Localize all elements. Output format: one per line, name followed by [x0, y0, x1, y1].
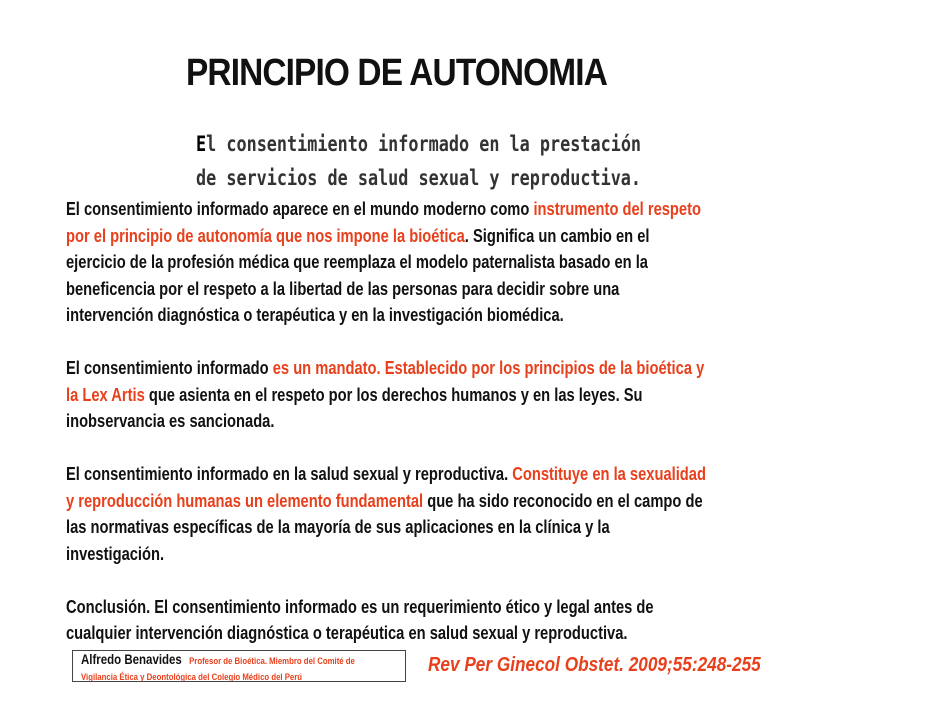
p2-highlight: es un mandato. Establecido por los principios de la bioética y: [272, 357, 705, 378]
subtitle-line-1: [196, 127, 641, 161]
author-line-1: [81, 651, 355, 670]
p3-line-3: las normativas específicas de la mayoría de sus aplicaciones en la clínica y la: [66, 516, 610, 537]
p1-line-3: ejercicio de la profesión médica que reemplaza el modelo paternalista basado en la: [66, 251, 648, 272]
citation: Rev Per Ginecol Obstet. 2009;55:248-255: [428, 654, 761, 676]
subtitle-initial: E: [196, 132, 207, 156]
author-desc-1: Profesor de Bioética. Miembro del Comité de: [189, 656, 355, 667]
page-title: PRINCIPIO DE AUTONOMIA: [186, 52, 607, 94]
p4-line-1: Conclusión. El consentimiento informado es un requerimiento ético y legal antes de: [66, 595, 654, 617]
author-box: [72, 650, 406, 682]
paragraph-2: [66, 355, 869, 435]
p4-line-2: cualquier intervención diagnóstica o terapéutica en salud sexual y reproductiva.: [66, 622, 628, 643]
p1-line-5: intervención diagnóstica o terapéutica y en la investigación biomédica.: [66, 304, 564, 325]
p1-line-1: [66, 196, 869, 223]
p2-line-1: [66, 355, 869, 382]
paragraph-3: [66, 461, 869, 567]
author-name: Alfredo Benavides: [81, 651, 182, 667]
p3-text: El consentimiento informado en la salud sexual y reproductiva.: [66, 463, 513, 484]
p1-text-cont: . Significa un cambio en el: [464, 224, 650, 246]
p2-line-3: inobservancia es sancionada.: [66, 410, 275, 431]
p2-text: El consentimiento informado: [66, 357, 273, 378]
p3-line-1: [66, 461, 869, 488]
subtitle-line-1-rest: l consentimiento informado en la prestación: [206, 132, 642, 156]
p1-highlight: instrumento del respeto: [533, 198, 701, 219]
p1-line-2: [66, 223, 869, 250]
body-text: [66, 196, 869, 673]
p1-highlight-cont: por el principio de autonomía que nos impone la bioética: [66, 224, 465, 246]
p1-line-4: beneficencia por el respeto a la libertad de las personas para decidir sobre una: [66, 277, 620, 299]
p3-highlight: Constituye en la sexualidad: [512, 463, 706, 484]
subtitle: [196, 127, 641, 195]
author-info: [81, 651, 355, 682]
author-desc-2: Vigilancia Ética y Deontológica del Colegio Médico del Perú: [81, 672, 303, 682]
p2-text-cont: que asienta en el respeto por los derechos humanos y en las leyes. Su: [144, 383, 643, 405]
p2-line-2: [66, 382, 869, 409]
p1-text: El consentimiento informado aparece en el mundo moderno como: [66, 198, 534, 219]
paragraph-1: [66, 196, 869, 329]
paragraph-4: [66, 594, 869, 647]
p3-text-cont: que ha sido reconocido en el campo de: [423, 489, 703, 511]
p3-line-2: [66, 488, 869, 515]
subtitle-line-2: de servicios de salud sexual y reproductiva.: [196, 166, 642, 190]
p3-highlight-cont: y reproducción humanas un elemento fundamental: [66, 489, 424, 511]
p3-line-4: investigación.: [66, 542, 165, 564]
p2-highlight-cont: la Lex Artis: [66, 383, 145, 405]
